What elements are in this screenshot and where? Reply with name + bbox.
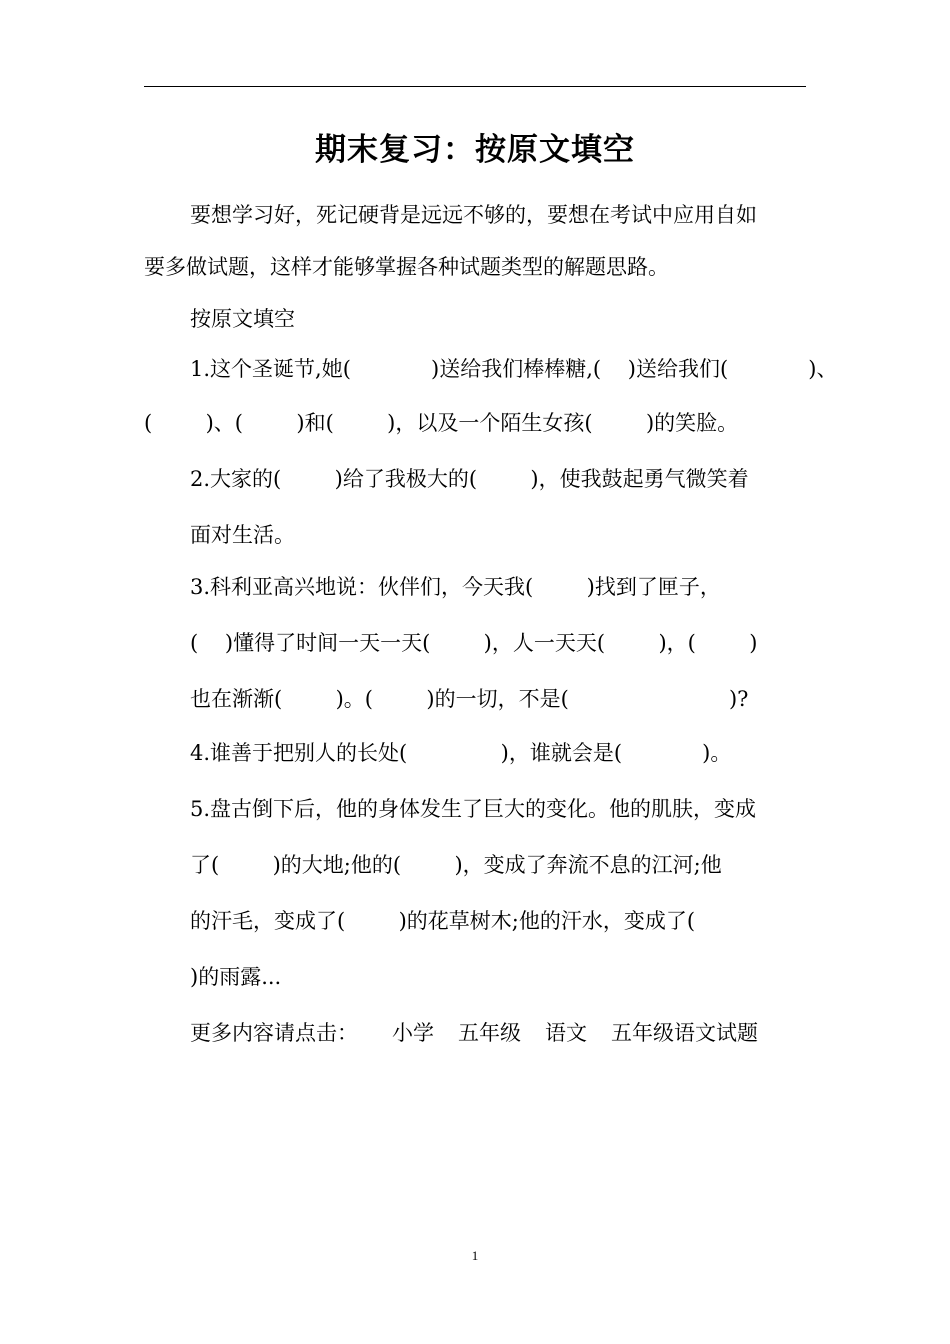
link-chinese[interactable]: 语文 <box>545 1021 587 1045</box>
page-number: 1 <box>471 1248 479 1263</box>
link-primary-school[interactable]: 小学 <box>392 1021 434 1045</box>
link-grade-five-chinese-tests[interactable]: 五年级语文试题 <box>611 1021 758 1045</box>
more-links-label: 更多内容请点击： <box>190 1021 358 1045</box>
document-title: 期末复习：按原文填空 <box>315 132 635 168</box>
question-line: 1.这个圣诞节,她( )送给我们棒棒糖,( )送给我们( )、 <box>190 357 838 381</box>
question-line: )的雨露... <box>190 965 282 989</box>
question-line: 也在渐渐( )。( )的一切，不是( )? <box>190 687 749 711</box>
section-heading: 按原文填空 <box>190 307 295 331</box>
question-line: 5.盘古倒下后，他的身体发生了巨大的变化。他的肌肤，变成 <box>190 797 757 821</box>
question-line: 4.谁善于把别人的长处( )，谁就会是( )。 <box>190 741 732 765</box>
intro-line-1: 要想学习好，死记硬背是远远不够的，要想在考试中应用自如 <box>190 203 757 227</box>
link-grade-five[interactable]: 五年级 <box>458 1021 521 1045</box>
question-line: 2.大家的( )给了我极大的( )，使我鼓起勇气微笑着 <box>190 467 749 491</box>
question-line: 面对生活。 <box>190 523 295 547</box>
question-line: ( )、( )和( )，以及一个陌生女孩( )的笑脸。 <box>144 411 739 435</box>
question-line: 的汗毛，变成了( )的花草树木;他的汗水，变成了( <box>190 909 696 933</box>
intro-line-2: 要多做试题，这样才能够掌握各种试题类型的解题思路。 <box>144 255 669 279</box>
question-line: ( )懂得了时间一天一天( )，人一天天( )，( ) <box>190 631 758 655</box>
header-rule <box>144 86 806 87</box>
more-links-row <box>190 1018 758 1048</box>
question-line: 3.科利亚高兴地说：伙伴们，今天我( )找到了匣子， <box>190 575 721 599</box>
question-line: 了( )的大地;他的( )，变成了奔流不息的江河;他 <box>190 853 722 877</box>
